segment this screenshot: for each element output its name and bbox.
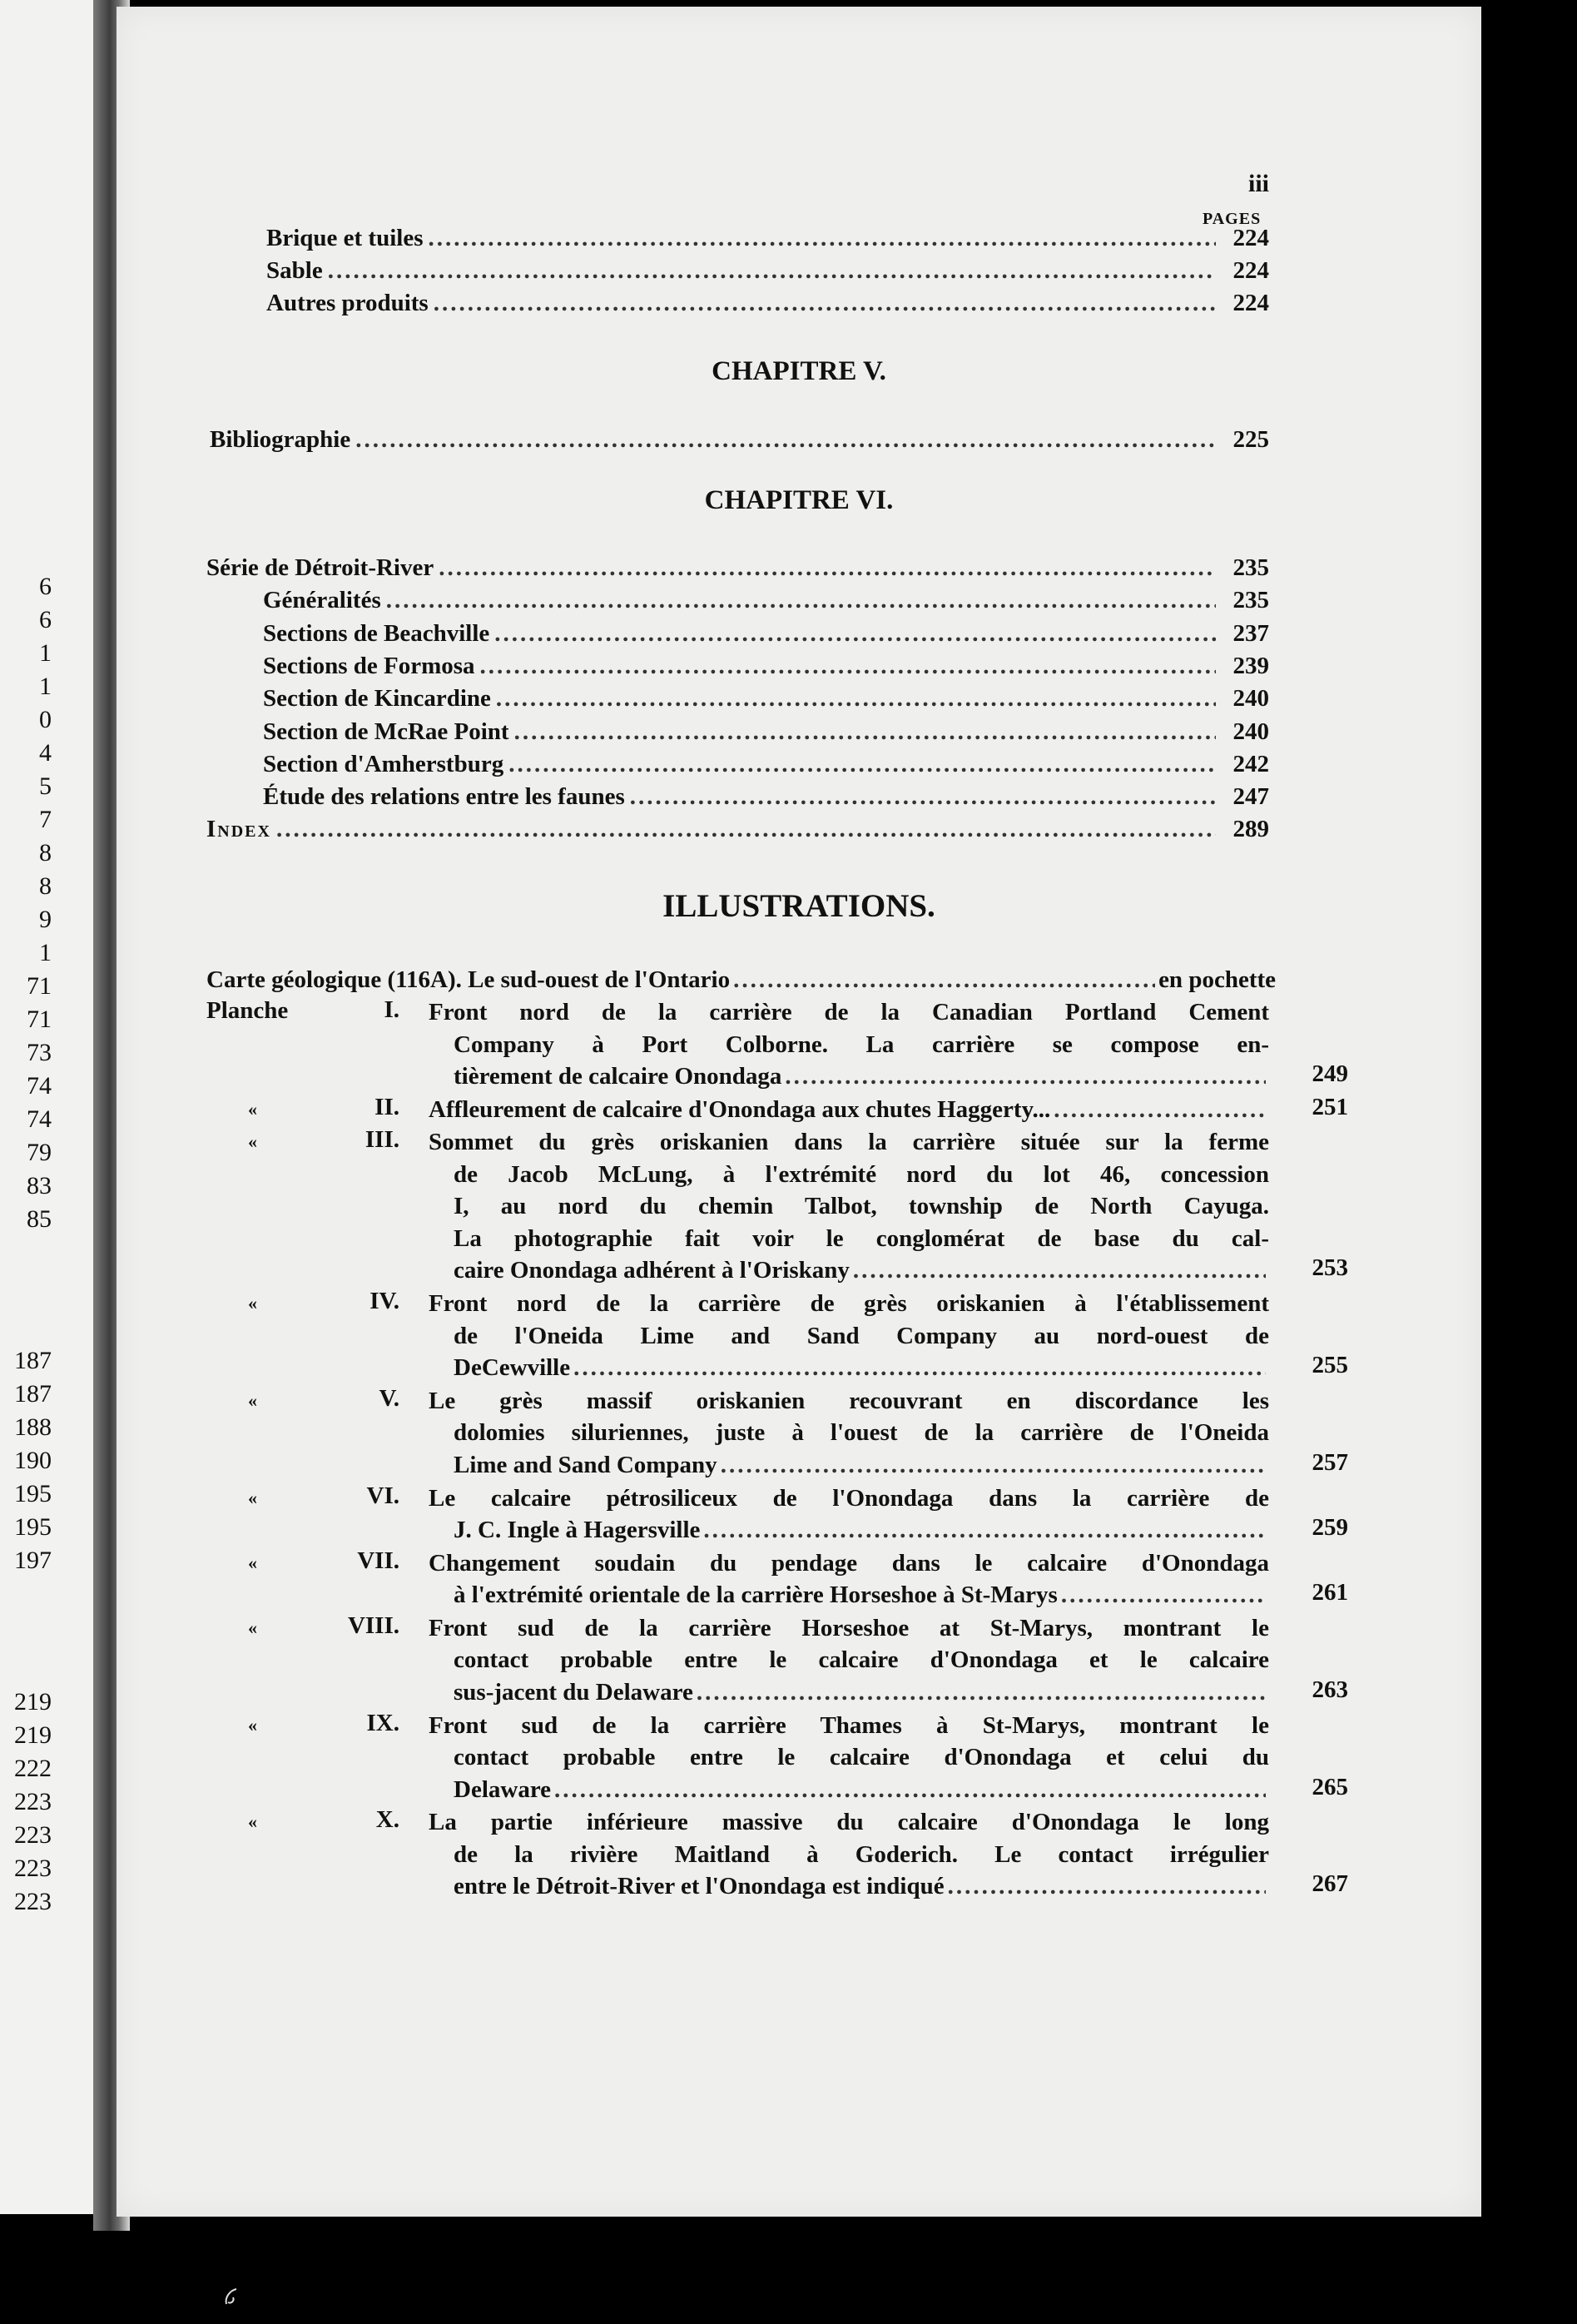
plate-page: 265 — [1312, 1773, 1348, 1800]
plate-caption-line: contact probable entre le calcaire d'Onondaga et celui du — [454, 1744, 1269, 1771]
toc-entry-page: 240 — [1232, 685, 1269, 713]
plate-caption-line: dolomies siluriennes, juste à l'ouest de la carrière de l'Oneida — [454, 1419, 1269, 1447]
toc-entry-page: 239 — [1232, 652, 1269, 679]
leader-dots — [948, 1870, 1266, 1903]
leader-dots — [721, 1449, 1266, 1482]
toc-entry-page: 224 — [1232, 257, 1269, 284]
plate-page: 253 — [1312, 1254, 1348, 1282]
left-page-number: 74 — [27, 1072, 52, 1100]
toc-entry-page: 224 — [1232, 225, 1269, 251]
plate-caption — [429, 1482, 1269, 1547]
leader-dots — [386, 587, 1216, 614]
illustrations-title: ILLUSTRATIONS. — [662, 888, 935, 924]
plate-caption-line: Affleurement de calcaire d'Onondaga aux chutes Haggerty... — [429, 1095, 1051, 1123]
left-page-number: 195 — [14, 1480, 52, 1507]
plate-caption-line: de la rivière Maitland à Goderich. Le contact irrégulier — [454, 1840, 1269, 1868]
plate-caption-line: I, au nord du chemin Talbot, township de North Cayuga. — [454, 1193, 1269, 1220]
left-page-number: 223 — [14, 1855, 52, 1882]
plate-number: VII. — [357, 1547, 399, 1574]
plate-page: 259 — [1312, 1514, 1348, 1541]
plate-number: VI. — [366, 1482, 399, 1509]
left-page-number: 223 — [14, 1788, 52, 1815]
left-page-number: 9 — [39, 906, 52, 933]
leader-dots — [733, 964, 1155, 996]
toc-entry-page: 224 — [1232, 290, 1269, 316]
ditto-mark: « — [248, 1487, 257, 1508]
plate-number: IX. — [366, 1709, 399, 1736]
plate-caption-line: Sommet du grès oriskanien dans la carrière située sur la ferme — [429, 1129, 1269, 1156]
plate-caption — [429, 1806, 1269, 1903]
toc-entry-label: Index — [206, 816, 271, 843]
toc-entry — [263, 783, 1269, 811]
toc-entry-page: 235 — [1232, 554, 1269, 581]
left-page-number: 8 — [39, 872, 52, 900]
plate-caption-line: DeCewville — [454, 1354, 571, 1382]
toc-entry-page: 247 — [1232, 783, 1269, 811]
plate-page: 257 — [1312, 1448, 1348, 1476]
leader-dots — [1054, 1094, 1266, 1126]
plate-page: 249 — [1312, 1060, 1348, 1087]
leader-dots — [496, 685, 1216, 713]
left-page-number: 1 — [39, 673, 52, 700]
leader-dots — [697, 1676, 1266, 1709]
left-page-number: 8 — [39, 839, 52, 867]
toc-entry-label: Sections de Beachville — [263, 619, 490, 647]
plate-page: 261 — [1312, 1579, 1348, 1606]
left-page-number: 0 — [39, 706, 52, 733]
leader-dots — [554, 1774, 1266, 1806]
plate-caption-line: entre le Détroit-River et l'Onondaga est indiqué — [454, 1873, 945, 1900]
left-page-number: 187 — [14, 1347, 52, 1374]
toc-entry-page: 289 — [1232, 816, 1269, 843]
plate-caption-line: J. C. Ingle à Hagersville — [454, 1517, 701, 1543]
plate-page: 251 — [1312, 1093, 1348, 1120]
plate-caption-line: de l'Oneida Lime and Sand Company au nord-ouest de — [454, 1322, 1269, 1349]
toc-entry-label: Généralités — [263, 587, 381, 614]
plate-caption — [429, 1126, 1269, 1287]
ditto-mark: « — [248, 1131, 257, 1153]
ditto-mark: « — [248, 1098, 257, 1120]
plate-page: 255 — [1312, 1352, 1348, 1379]
left-page-fragment — [0, 0, 102, 2214]
left-page-number: 83 — [27, 1172, 52, 1199]
book-page — [117, 7, 1481, 2217]
plate-caption-line: La photographie fait voir le conglomérat de base du cal- — [454, 1224, 1269, 1252]
left-page-number: 71 — [27, 972, 52, 1000]
left-page-number: 4 — [39, 739, 52, 767]
leader-dots — [328, 257, 1216, 285]
toc-entry-label: Section de McRae Point — [263, 718, 509, 745]
left-page-number: 73 — [27, 1039, 52, 1066]
left-page-number: 188 — [14, 1413, 52, 1441]
toc-entry-label: Étude des relations entre les faunes — [263, 783, 625, 811]
leader-dots — [439, 554, 1216, 582]
map-entry-location: en pochette — [1158, 966, 1276, 993]
left-page-number: 219 — [14, 1688, 52, 1716]
toc-entry — [263, 685, 1269, 713]
toc-entry — [210, 426, 1269, 454]
plate-caption-line: Company à Port Colborne. La carrière se compose en- — [454, 1030, 1269, 1058]
plate-caption-line: tièrement de calcaire Onondaga — [454, 1063, 782, 1090]
toc-entry — [263, 751, 1269, 778]
plate-caption-line: caire Onondaga adhérent à l'Oriskany — [454, 1257, 850, 1284]
map-entry-label: Carte géologique (116A). Le sud-ouest de l'Ontario — [206, 966, 731, 993]
toc-entry — [263, 718, 1269, 746]
plate-caption — [429, 1094, 1269, 1126]
left-page-number: 190 — [14, 1447, 52, 1474]
plate-number: II. — [374, 1093, 399, 1120]
plate-caption-line: Front sud de la carrière Thames à St-Marys, montrant le — [429, 1711, 1269, 1739]
plate-caption-line: à l'extrémité orientale de la carrière Horseshoe à St-Marys — [454, 1582, 1058, 1609]
pages-column-label: PAGES — [1203, 210, 1262, 228]
leader-dots — [508, 751, 1216, 778]
leader-dots — [630, 783, 1216, 811]
left-page-number: 223 — [14, 1821, 52, 1849]
toc-entry — [266, 290, 1269, 317]
left-page-number: 223 — [14, 1888, 52, 1915]
left-page-number: 219 — [14, 1721, 52, 1749]
toc-entry — [266, 257, 1269, 285]
plate-caption-line: Front nord de la carrière de la Canadian Portland Cement — [429, 999, 1269, 1025]
toc-entry — [206, 554, 1269, 582]
left-page-number: 222 — [14, 1755, 52, 1782]
toc-entry-label: Bibliographie — [210, 426, 351, 453]
toc-entry-label: Série de Détroit-River — [206, 554, 434, 581]
leader-dots — [429, 225, 1217, 252]
toc-entry-page: 225 — [1232, 426, 1269, 453]
toc-entry-label: Sections de Formosa — [263, 652, 475, 679]
leader-dots — [276, 816, 1216, 843]
ditto-mark: « — [248, 1714, 257, 1736]
leader-dots — [480, 653, 1216, 680]
plate-number: X. — [375, 1806, 399, 1834]
left-page-number: 6 — [39, 573, 52, 600]
ditto-mark: « — [248, 1293, 257, 1314]
leader-dots — [573, 1352, 1266, 1384]
left-page-number: 1 — [39, 639, 52, 667]
plate-page: 267 — [1312, 1870, 1348, 1898]
leader-dots — [434, 290, 1216, 317]
toc-entry-label: Section d'Amherstburg — [263, 750, 504, 777]
leader-dots — [494, 620, 1216, 648]
plate-caption-line: Le calcaire pétrosiliceux de l'Onondaga dans la carrière de — [429, 1484, 1269, 1512]
plate-caption-line: Lime and Sand Company — [454, 1451, 717, 1478]
leader-dots — [514, 718, 1216, 746]
pen-mark-icon — [218, 2272, 251, 2306]
left-page-number: 6 — [39, 606, 52, 633]
left-page-number: 85 — [27, 1205, 52, 1233]
left-page-number: 7 — [39, 806, 52, 833]
left-page-number: 187 — [14, 1380, 52, 1408]
toc-entry — [263, 620, 1269, 648]
toc-entry — [263, 653, 1269, 680]
map-entry — [206, 964, 1276, 996]
toc-entry-label: Section de Kincardine — [263, 685, 491, 713]
plate-number: III. — [364, 1126, 399, 1154]
plate-caption — [429, 1710, 1269, 1806]
ditto-mark: « — [248, 1811, 257, 1833]
left-page-number: 79 — [27, 1139, 52, 1166]
left-page-number: 71 — [27, 1006, 52, 1033]
toc-entry-page: 237 — [1232, 619, 1269, 647]
toc-entry-label: Brique et tuiles — [266, 225, 424, 251]
plate-caption-line: de Jacob McLung, à l'extrémité nord du lot 46, concession — [454, 1160, 1269, 1188]
leader-dots — [785, 1060, 1266, 1093]
plate-caption-line: sus-jacent du Delaware — [454, 1678, 693, 1706]
plate-caption-line: Changement soudain du pendage dans le calcaire d'Onondaga — [429, 1549, 1269, 1577]
ditto-mark: « — [248, 1389, 257, 1411]
toc-entry — [266, 225, 1269, 252]
page-number-roman: iii — [1248, 170, 1270, 197]
planche-label: Planche — [206, 997, 289, 1024]
plate-caption — [429, 1547, 1269, 1611]
toc-entry-page: 235 — [1232, 587, 1269, 614]
ditto-mark: « — [248, 1616, 257, 1638]
plate-caption-line: Le grès massif oriskanien recouvrant en discordance les — [429, 1387, 1269, 1414]
chapter-5-title: CHAPITRE V. — [712, 356, 886, 386]
chapter-6-title: CHAPITRE VI. — [704, 485, 894, 515]
left-page-number: 195 — [14, 1513, 52, 1541]
plate-caption-line: contact probable entre le calcaire d'Onondaga et le calcaire — [454, 1646, 1269, 1674]
toc-entry — [263, 587, 1269, 614]
toc-entry-page: 240 — [1232, 718, 1269, 745]
leader-dots — [355, 426, 1216, 454]
plate-caption-line: Front sud de la carrière Horseshoe at St-Marys, montrant le — [429, 1614, 1269, 1641]
leader-dots — [1061, 1579, 1266, 1611]
plate-caption-line: Delaware — [454, 1775, 552, 1803]
left-page-number: 74 — [27, 1105, 52, 1133]
ditto-mark: « — [248, 1552, 257, 1573]
plate-caption — [429, 1385, 1269, 1482]
plate-caption — [429, 1612, 1269, 1709]
left-page-number: 1 — [39, 939, 52, 966]
plate-number: I. — [384, 996, 399, 1023]
plate-caption — [429, 996, 1269, 1093]
toc-entry-label: Autres produits — [266, 290, 429, 316]
plate-page: 263 — [1312, 1676, 1348, 1703]
plate-number: V. — [379, 1384, 399, 1412]
plate-caption-line: Front nord de la carrière de grès oriskanien à l'établissement — [429, 1290, 1269, 1318]
toc-entry-page: 242 — [1232, 750, 1269, 777]
leader-dots — [853, 1254, 1266, 1287]
plate-number: VIII. — [347, 1611, 399, 1639]
plate-caption — [429, 1288, 1269, 1384]
toc-entry — [206, 816, 1269, 843]
left-page-number: 5 — [39, 772, 52, 800]
plate-number: IV. — [369, 1288, 399, 1315]
toc-entry-label: Sable — [266, 257, 323, 284]
plate-caption-line: La partie inférieure massive du calcaire d'Onondaga le long — [429, 1809, 1269, 1836]
left-page-number: 197 — [14, 1547, 52, 1574]
leader-dots — [703, 1514, 1266, 1547]
